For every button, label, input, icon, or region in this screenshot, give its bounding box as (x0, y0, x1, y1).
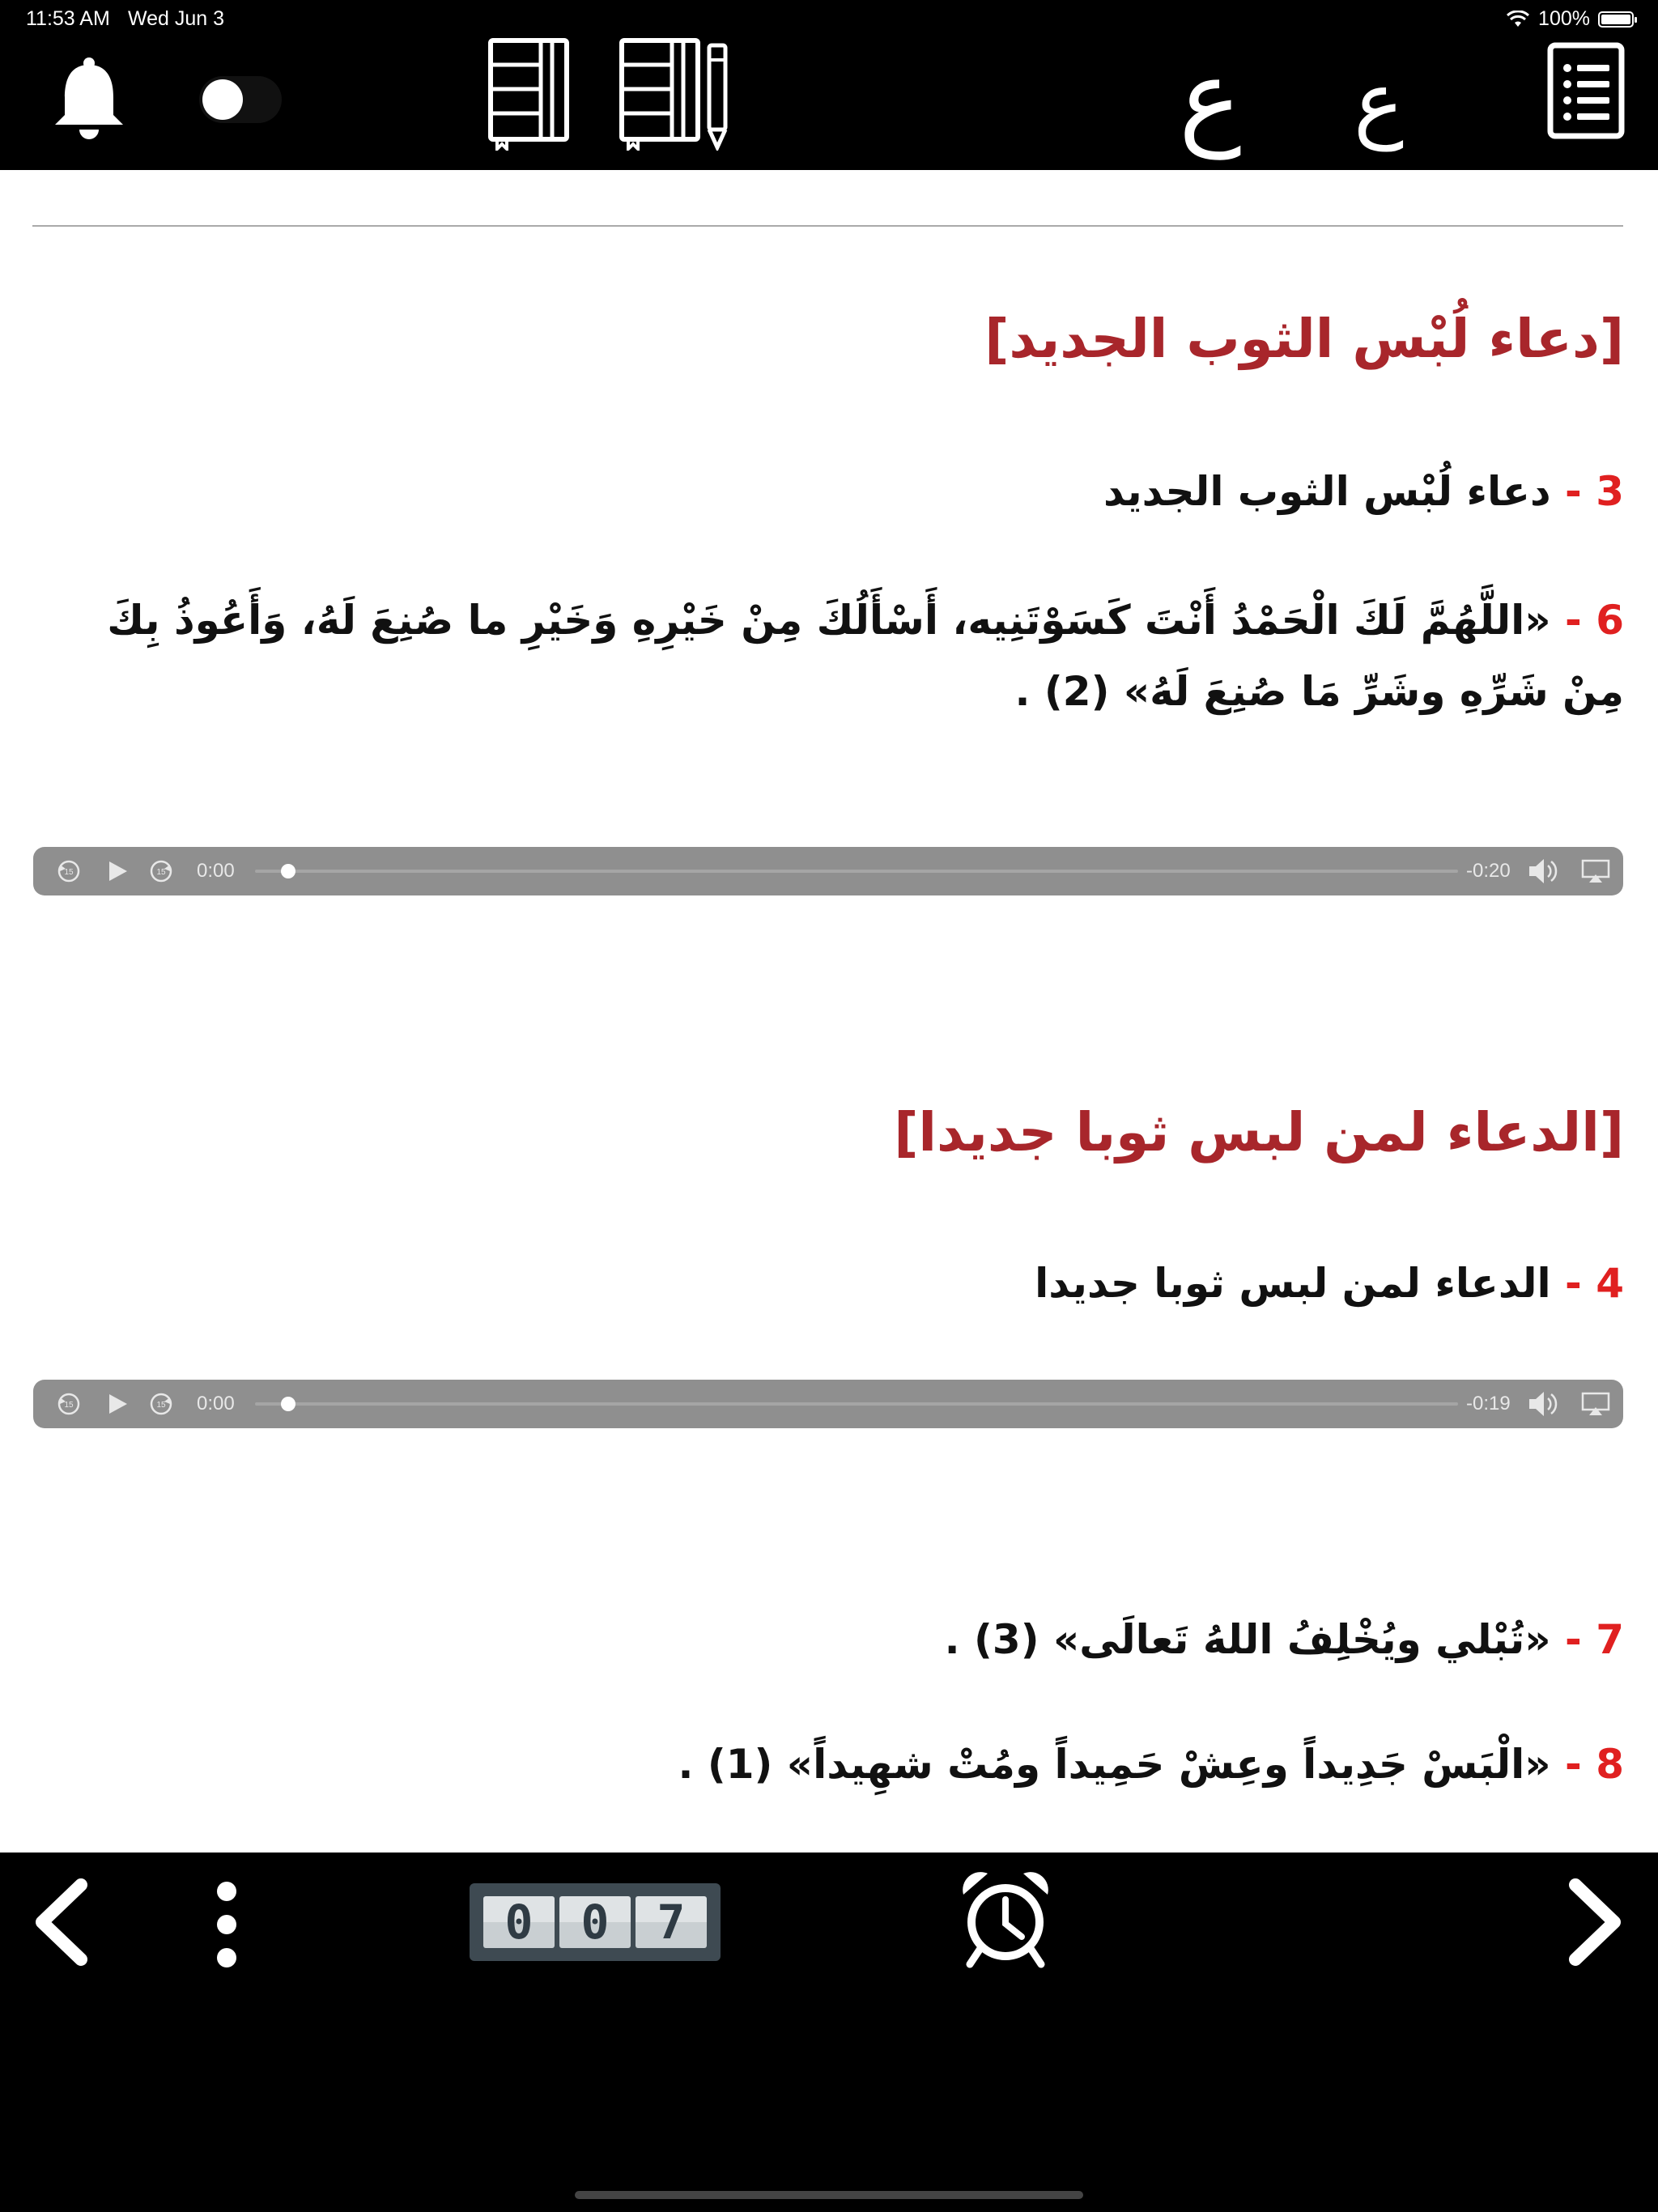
battery-percent: 100% (1538, 7, 1590, 30)
line-number: 8 - (1565, 1741, 1624, 1788)
battery-icon (1598, 11, 1634, 28)
counter-digit: 7 (636, 1896, 707, 1948)
item-text: الدعاء لمن لبس ثوبا جديدا (1035, 1260, 1551, 1307)
audio-player (33, 847, 1623, 895)
wifi-icon (1506, 11, 1530, 28)
forward-15-icon[interactable] (145, 847, 177, 895)
progress-track[interactable] (255, 870, 1458, 873)
more-vertical-icon[interactable] (209, 1880, 244, 1969)
item-title (1035, 1260, 1624, 1307)
notebook-pencil-icon[interactable] (617, 37, 733, 151)
item-number: 4 - (1565, 1260, 1624, 1307)
elapsed-time: 0:00 (197, 860, 235, 882)
bottom-toolbar (0, 1853, 1658, 2212)
font-size-large-button[interactable]: ع (1179, 36, 1242, 160)
counter-digit: 0 (559, 1896, 631, 1948)
remaining-time: -0:20 (1466, 860, 1511, 882)
line-text: «الْبَسْ جَدِيداً وعِشْ حَمِيداً ومُتْ شهِيداً» (1) . (678, 1741, 1551, 1788)
svg-text:15: 15 (64, 868, 74, 877)
play-icon[interactable] (101, 1380, 134, 1428)
paragraph-text: «اللَّهُمَّ لَكَ الْحَمْدُ أَنْتَ كَسَوْتَنِيه، أَسْأَلُكَ مِنْ خَيْرِهِ وَخَيْرِ ما صُنِعَ لَهُ، وَأَعُوذُ بِكَ مِنْ شَرِّهِ وشَرِّ مَا صُنِعَ لَهُ» (2) . (107, 597, 1624, 715)
item-number: 3 - (1565, 468, 1624, 515)
progress-knob[interactable] (281, 1397, 295, 1411)
forward-15-icon[interactable] (145, 1380, 177, 1428)
line-number: 7 - (1565, 1616, 1624, 1663)
section-heading: [الدعاء لمن لبس ثوبا جديدا] (894, 1101, 1624, 1163)
progress-track[interactable] (255, 1402, 1458, 1406)
chevron-right-icon[interactable] (1562, 1877, 1629, 1967)
content-area (0, 170, 1658, 1853)
theme-toggle[interactable] (199, 76, 282, 123)
supplication-line (945, 1616, 1624, 1663)
chevron-left-icon[interactable] (28, 1877, 94, 1967)
item-title (1103, 468, 1624, 515)
supplication-line (678, 1741, 1624, 1788)
home-indicator (575, 2191, 1083, 2199)
play-icon[interactable] (101, 847, 134, 895)
bell-icon[interactable] (50, 55, 128, 143)
rewind-15-icon[interactable] (53, 847, 85, 895)
divider (32, 225, 1623, 227)
notebook-icon[interactable] (486, 37, 575, 151)
status-time: 11:53 AM (26, 7, 110, 30)
supplication-paragraph (33, 585, 1624, 727)
counter-display[interactable] (470, 1883, 721, 1961)
counter-digit: 0 (483, 1896, 555, 1948)
svg-text:15: 15 (156, 868, 166, 877)
alarm-clock-icon[interactable] (957, 1869, 1054, 1969)
line-text: «تُبْلي ويُخْلِفُ اللهُ تَعالَى» (3) . (944, 1616, 1551, 1663)
volume-icon[interactable] (1524, 847, 1562, 895)
status-date: Wed Jun 3 (128, 7, 225, 30)
item-text: دعاء لُبْس الثوب الجديد (1103, 468, 1551, 515)
svg-text:15: 15 (156, 1401, 166, 1410)
audio-player (33, 1380, 1623, 1428)
airplay-icon[interactable] (1579, 1380, 1612, 1428)
section-heading: [دعاء لُبْس الثوب الجديد] (984, 308, 1624, 370)
status-bar (0, 0, 1658, 37)
airplay-icon[interactable] (1579, 847, 1612, 895)
elapsed-time: 0:00 (197, 1393, 235, 1414)
list-icon[interactable] (1546, 41, 1627, 140)
top-toolbar (0, 37, 1658, 170)
font-size-small-button[interactable]: ع (1354, 53, 1405, 151)
rewind-15-icon[interactable] (53, 1380, 85, 1428)
remaining-time: -0:19 (1466, 1393, 1511, 1414)
paragraph-number: 6 - (1565, 597, 1624, 644)
svg-text:15: 15 (64, 1401, 74, 1410)
volume-icon[interactable] (1524, 1380, 1562, 1428)
progress-knob[interactable] (281, 864, 295, 878)
status-right (1506, 7, 1634, 31)
